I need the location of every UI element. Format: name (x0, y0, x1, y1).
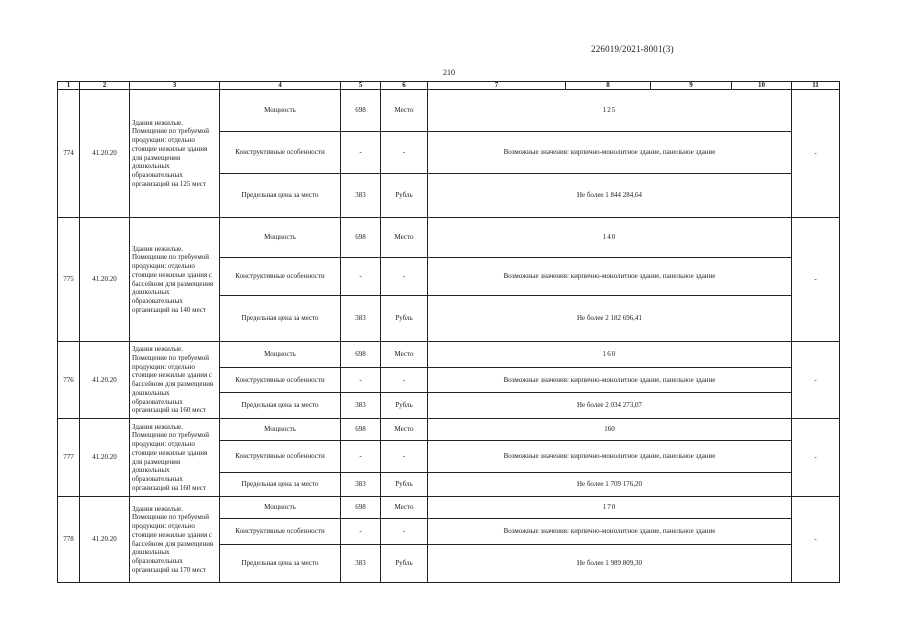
char-unit: Место (381, 90, 428, 132)
column-header: 7 (428, 82, 566, 90)
char-label: Мощность (220, 419, 341, 441)
item-name: Здания нежилые. Помещение по требуемой продукции: отдельно стоящие нежилые здания с бассейном для размещения дошкольных образовательных организаций на 160 мест (130, 342, 220, 419)
char-value: Не более 1 844 284,64 (428, 174, 792, 218)
char-value: Возможные значения: кирпично-монолитное здание, панельное здание (428, 132, 792, 174)
char-code: 698 (341, 419, 381, 441)
char-value: Не более 2 182 696,41 (428, 296, 792, 342)
column-header: 8 (566, 82, 651, 90)
row-number: 775 (58, 218, 80, 342)
char-unit: Место (381, 218, 428, 258)
char-unit: Рубль (381, 545, 428, 583)
char-unit: - (381, 519, 428, 545)
procurement-table (57, 81, 840, 583)
column-header: 10 (732, 82, 792, 90)
page-number: 210 (443, 68, 455, 77)
char-value: 125 (428, 90, 792, 132)
char-unit: Рубль (381, 296, 428, 342)
item-name: Здания нежилые. Помещение по требуемой продукции: отдельно стоящие нежилые здания с бассейном для размещения дошкольных образовательных организаций на 170 мест (130, 497, 220, 583)
column-header: 1 (58, 82, 80, 90)
okpd-code: 41.20.20 (80, 218, 130, 342)
document-number: 226019/2021-8001(3) (591, 44, 674, 54)
char-label: Мощность (220, 90, 341, 132)
char-label: Конструктивные особенности (220, 519, 341, 545)
char-value: 140 (428, 218, 792, 258)
table-row (58, 90, 840, 132)
char-code: - (341, 519, 381, 545)
char-label: Мощность (220, 218, 341, 258)
char-label: Конструктивные особенности (220, 441, 341, 473)
item-name: Здания нежилые. Помещение по требуемой продукции: отдельно стоящие нежилые здания для размещения дошкольных образовательных организаций на 125 мест (130, 90, 220, 218)
char-code: 698 (341, 90, 381, 132)
char-value: Возможные значения: кирпично-монолитное здание, панельное здание (428, 368, 792, 393)
char-value: Возможные значения: кирпично-монолитное здание, панельное здание (428, 258, 792, 296)
okpd-code: 41.20.20 (80, 90, 130, 218)
char-value: Не более 1 989 809,30 (428, 545, 792, 583)
char-code: - (341, 368, 381, 393)
char-unit: - (381, 258, 428, 296)
char-value: Не более 1 709 176,20 (428, 473, 792, 497)
note-cell: - (792, 342, 840, 419)
column-header: 11 (792, 82, 840, 90)
char-unit: Место (381, 497, 428, 519)
table-row (58, 342, 840, 368)
char-value: 170 (428, 497, 792, 519)
okpd-code: 41.20.20 (80, 497, 130, 583)
char-label: Предельная цена за место (220, 473, 341, 497)
column-header: 6 (381, 82, 428, 90)
char-code: 698 (341, 497, 381, 519)
char-code: - (341, 441, 381, 473)
table-row (58, 419, 840, 441)
item-name: Здания нежилые. Помещение по требуемой продукции: отдельно стоящие нежилые здания с бассейном для размещения дошкольных образовательных организаций на 140 мест (130, 218, 220, 342)
char-label: Мощность (220, 342, 341, 368)
column-number-row (58, 82, 840, 90)
column-header: 3 (130, 82, 220, 90)
char-value: 160 (428, 419, 792, 441)
char-label: Предельная цена за место (220, 393, 341, 419)
char-unit: Рубль (381, 473, 428, 497)
note-cell: - (792, 497, 840, 583)
note-cell: - (792, 419, 840, 497)
column-header: 4 (220, 82, 341, 90)
column-header: 2 (80, 82, 130, 90)
char-label: Конструктивные особенности (220, 258, 341, 296)
char-unit: - (381, 441, 428, 473)
char-code: 383 (341, 174, 381, 218)
table-row (58, 218, 840, 258)
char-code: 383 (341, 473, 381, 497)
row-number: 778 (58, 497, 80, 583)
okpd-code: 41.20.20 (80, 342, 130, 419)
item-name: Здания нежилые. Помещение по требуемой продукции: отдельно стоящие нежилые здания для размещения дошкольных образовательных организаций на 160 мест (130, 419, 220, 497)
row-number: 776 (58, 342, 80, 419)
char-label: Конструктивные особенности (220, 368, 341, 393)
char-unit: Рубль (381, 393, 428, 419)
char-unit: Место (381, 419, 428, 441)
char-code: - (341, 258, 381, 296)
column-header: 5 (341, 82, 381, 90)
char-code: 383 (341, 545, 381, 583)
char-code: 383 (341, 296, 381, 342)
char-label: Предельная цена за место (220, 545, 341, 583)
char-code: 698 (341, 342, 381, 368)
char-unit: Рубль (381, 174, 428, 218)
char-value: Возможные значения: кирпично-монолитное здание, панельное здание (428, 441, 792, 473)
char-code: 698 (341, 218, 381, 258)
row-number: 774 (58, 90, 80, 218)
char-unit: Место (381, 342, 428, 368)
char-code: - (341, 132, 381, 174)
char-unit: - (381, 368, 428, 393)
char-code: 383 (341, 393, 381, 419)
char-label: Мощность (220, 497, 341, 519)
char-label: Предельная цена за место (220, 296, 341, 342)
char-unit: - (381, 132, 428, 174)
note-cell: - (792, 218, 840, 342)
char-label: Конструктивные особенности (220, 132, 341, 174)
char-value: Не более 2 034 273,07 (428, 393, 792, 419)
okpd-code: 41.20.20 (80, 419, 130, 497)
note-cell: - (792, 90, 840, 218)
table-row (58, 497, 840, 519)
char-value: Возможные значения: кирпично-монолитное здание, панельное здание (428, 519, 792, 545)
char-label: Предельная цена за место (220, 174, 341, 218)
column-header: 9 (651, 82, 732, 90)
row-number: 777 (58, 419, 80, 497)
char-value: 160 (428, 342, 792, 368)
